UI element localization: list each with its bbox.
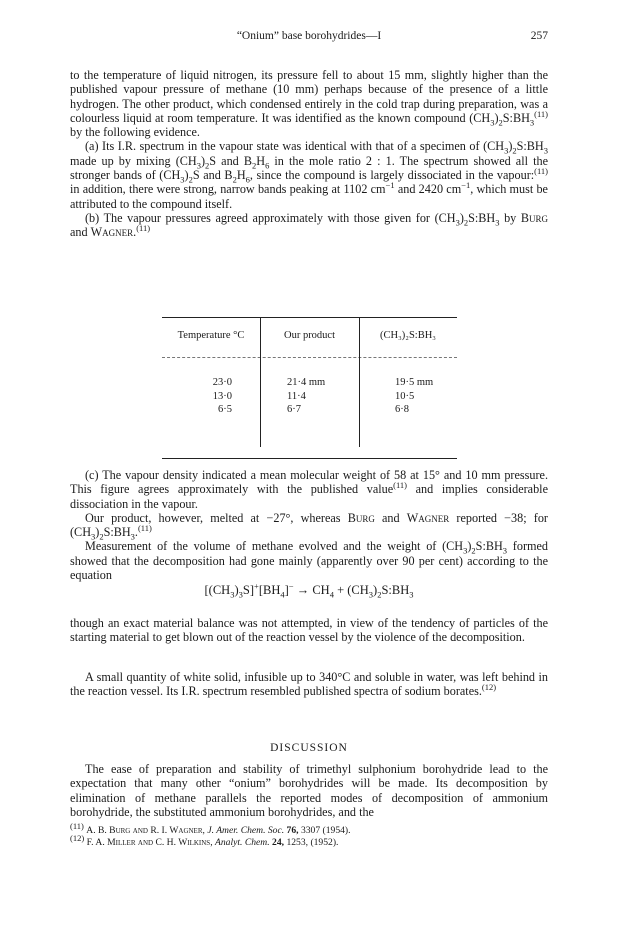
citation-12: (12) [481,682,497,693]
footnote-12: $^{(12)}$ F. A. Miller and C. H. Wilkins, Analyt. Chem. 24, 1253, (1952). [70,832,339,848]
paragraph-vapour-pressures: (b) The vapour pressures agreed approximately with those given for $(CH_3)_2S:BH_3$ by Burg and Wagner.$^{(11)}$ [70,210,549,240]
vapour-pressure-table [162,317,457,459]
paragraph-methane-measurement: Measurement of the volume of methane evolved and the weight of $(CH_3)_2S:BH_3$ formed showed that the decomposition had gone mainly (apparently over 90 per cent) according to the equation [70,539,548,583]
table-cell: 21·4 mm [287,377,326,388]
table-bottom-rule [162,458,457,459]
paragraph-material-balance: though an exact material balance was not attempted, in view of the tendency of particles of the starting material to get blown out of the reaction vessel by the violence of the decomposition. [70,616,548,645]
table-column-our-product [287,376,357,417]
table-cell: 13·0 [212,390,232,402]
paragraph-ir-spectrum: (a) Its I.R. spectrum in the vapour state was identical with that of a specimen of $(CH_3)_2S:BH_3$ made up by mixing $(CH_3)_2S$ and $B_2H_6$ in the mole ratio 2 : 1. The spectrum showed all the stronger bands of $(CH_3)_2S$ and $B_2H_6$, since the compound is largely dissociated in the vapour:$^{(11)}$ in addition, there were strong, narrow bands peaking at 1102 $cm^{-1}$ and 2420 $cm^{-1}$, which must be attributed to the compound itself. [70,139,548,211]
table-cell: 6·5 [218,404,232,415]
table-column-temperature [162,376,232,417]
citation-11: (11) [393,480,407,491]
citation-11: (11) [534,108,548,119]
author-name: Wagner [90,225,134,240]
text-block-material-balance [70,616,548,645]
table-header-reference-compound: (CH₃)₂S:BH₃ [380,330,436,341]
text-block-vapour-density [70,468,548,582]
citation-11: (11) [137,523,152,534]
footnotes [70,820,548,848]
citation-11: (11) [534,166,548,177]
text-block-white-solid [70,670,548,699]
table-column-reference-compound [395,376,455,417]
page-number: 257 [530,30,548,42]
paragraph-discussion: The ease of preparation and stability of trimethyl sulphonium borohydride lead to the expectation that many other “onium” borohydrides will be made. Its decomposition by elimination of methane parallels the reported modes of decomposition of ammonium borohydride, the substituted ammonium borohydrides, and the [70,762,548,819]
table-cell: 10·5 [395,390,415,402]
section-heading-discussion: DISCUSSION [270,742,348,754]
table-header-our-product: Our product [283,330,336,341]
table-cell: 19·5 mm [395,377,434,388]
table-cell: 6·8 [395,404,409,415]
decomposition-equation: $[(CH_3)_3S]^+[BH_4]^- \to CH_4$ + $(CH_3)_2S:BH_3$ [204,580,414,600]
paragraph-vapour-density: (c) The vapour density indicated a mean molecular weight of 58 at 15° and 10 mm pressure. This figure agrees approximately with the published value$^{(11)}$ and implies considerable dissociation in the vapour. [70,468,548,511]
paragraph-melting-point: Our product, however, melted at −27°, whereas Burg and Wagner reported −38; for $(CH_3)_2S:BH_3.^{(11)}$ [70,510,548,542]
table-cell: 6·7 [287,404,301,415]
text-block-discussion [70,762,548,819]
author-name: Burg [520,210,549,225]
table-cell: 11·4 [287,390,306,402]
table-cell: 23·0 [212,377,232,388]
author-name: Wagner [406,510,450,525]
paragraph-liquid-nitrogen: to the temperature of liquid nitrogen, its pressure fell to about 15 mm, slightly higher than the published vapour pressure of methane (10 mm) perhaps because of the presence of a little hydrogen. The other product, which condensed entirely in the cold trap during preparation, was a colourless liquid at room temperature. It was identified as the known compound $(CH_3)_2S:BH_3^{(11)}$ by the following evidence. [70,68,548,140]
running-title: “Onium” base borohydrides—I [236,30,382,42]
citation-11: (11) [136,223,151,234]
text-block-evidence [70,68,548,240]
author-name: Burg [347,510,375,525]
page-header [70,30,548,46]
paragraph-white-solid: A small quantity of white solid, infusible up to 340°C and soluble in water, was left behind in the reaction vessel. Its I.R. spectrum resembled published spectra of sodium borates.$^{(12)}$ [70,670,548,699]
footnote-11: $^{(11)}$ A. B. Burg and R. I. Wagner, J. Amer. Chem. Soc. 76, 3307 (1954). [70,820,351,836]
table-top-rule [162,317,457,318]
table-header-rule [162,357,457,358]
table-header-temperature: Temperature °C [177,330,245,341]
